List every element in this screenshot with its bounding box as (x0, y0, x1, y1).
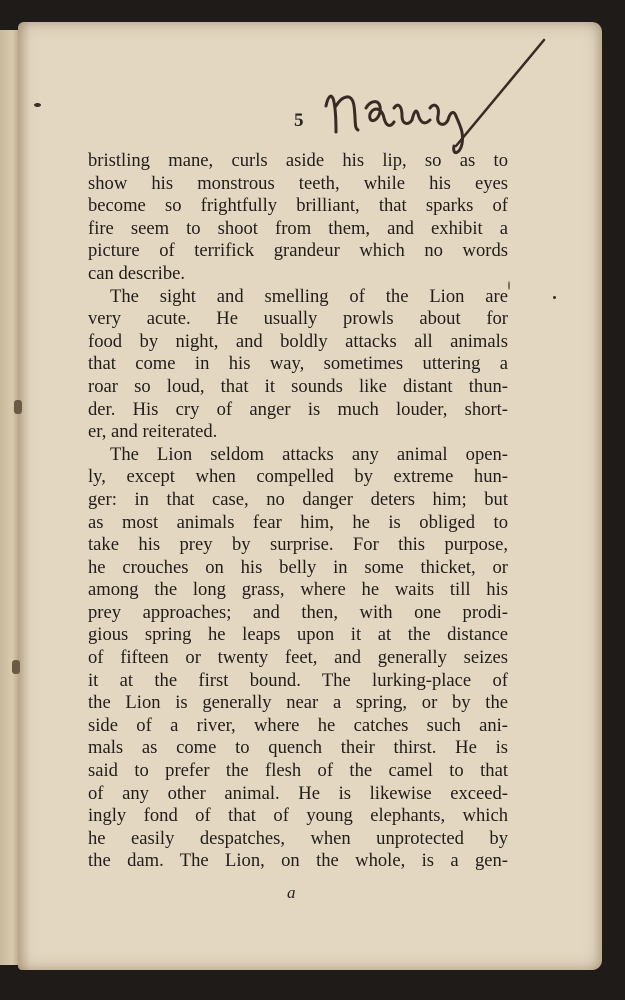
signature-mark: a (287, 883, 296, 902)
handwritten-signature (318, 36, 550, 166)
text-line: very acute. He usually prowls about for (88, 308, 508, 330)
text-line: take his prey by surprise. For this purpose, (88, 534, 508, 556)
text-line: The Lion seldom attacks any animal open- (110, 443, 508, 465)
text-line: der. His cry of anger is much louder, short- (88, 398, 508, 420)
text-line: of any other animal. He is likewise exceed- (88, 782, 508, 804)
text-line: of fifteen or twenty feet, and generally seizes (88, 647, 508, 669)
paper-speck (553, 296, 556, 299)
text-line: food by night, and boldly attacks all animals (88, 330, 508, 352)
binding-mark (14, 400, 22, 414)
text-line: the Lion is generally near a spring, or by the (88, 692, 508, 714)
text-line: ly, except when compelled by extreme hun- (88, 466, 508, 488)
body-text (88, 150, 508, 873)
binding-mark (12, 660, 20, 674)
text-line: he easily despatches, when unprotected by (88, 827, 508, 849)
text-line: he crouches on his belly in some thicket, or (88, 556, 508, 578)
text-line: among the long grass, where he waits till his (88, 579, 508, 601)
text-line: picture of terrifick grandeur which no words (88, 240, 508, 262)
page-gutter-shadow (18, 22, 30, 970)
text-line: roar so loud, that it sounds like distant thun- (88, 375, 508, 397)
paper-speck (34, 103, 41, 107)
text-line: the dam. The Lion, on the whole, is a gen- (88, 850, 508, 872)
text-line: said to prefer the flesh of the camel to that (88, 760, 508, 782)
text-line: prey approaches; and then, with one prodi- (88, 601, 508, 623)
text-line: The sight and smelling of the Lion are (110, 285, 508, 307)
text-line: er, and reiterated. (88, 421, 218, 443)
text-line: as most animals fear him, he is obliged to (88, 511, 508, 533)
text-line: fire seem to shoot from them, and exhibit a (88, 217, 508, 239)
text-line: gious spring he leaps upon it at the distance (88, 624, 508, 646)
text-line: side of a river, where he catches such ani- (88, 714, 508, 736)
text-line: that come in his way, sometimes uttering a (88, 353, 508, 375)
text-line: bristling mane, curls aside his lip, so as to (88, 150, 508, 171)
text-line: ger: in that case, no danger deters him; but (88, 488, 508, 510)
text-line: ingly fond of that of young elephants, which (88, 805, 508, 827)
text-line: it at the first bound. The lurking-place of (88, 669, 508, 691)
page-number: 5 (294, 110, 304, 131)
text-line: become so frightfully brilliant, that sparks of (88, 195, 508, 217)
text-line: can describe. (88, 262, 186, 284)
text-line: show his monstrous teeth, while his eyes (88, 172, 508, 194)
text-line: mals as come to quench their thirst. He is (88, 737, 508, 759)
paper-speck (508, 281, 510, 290)
